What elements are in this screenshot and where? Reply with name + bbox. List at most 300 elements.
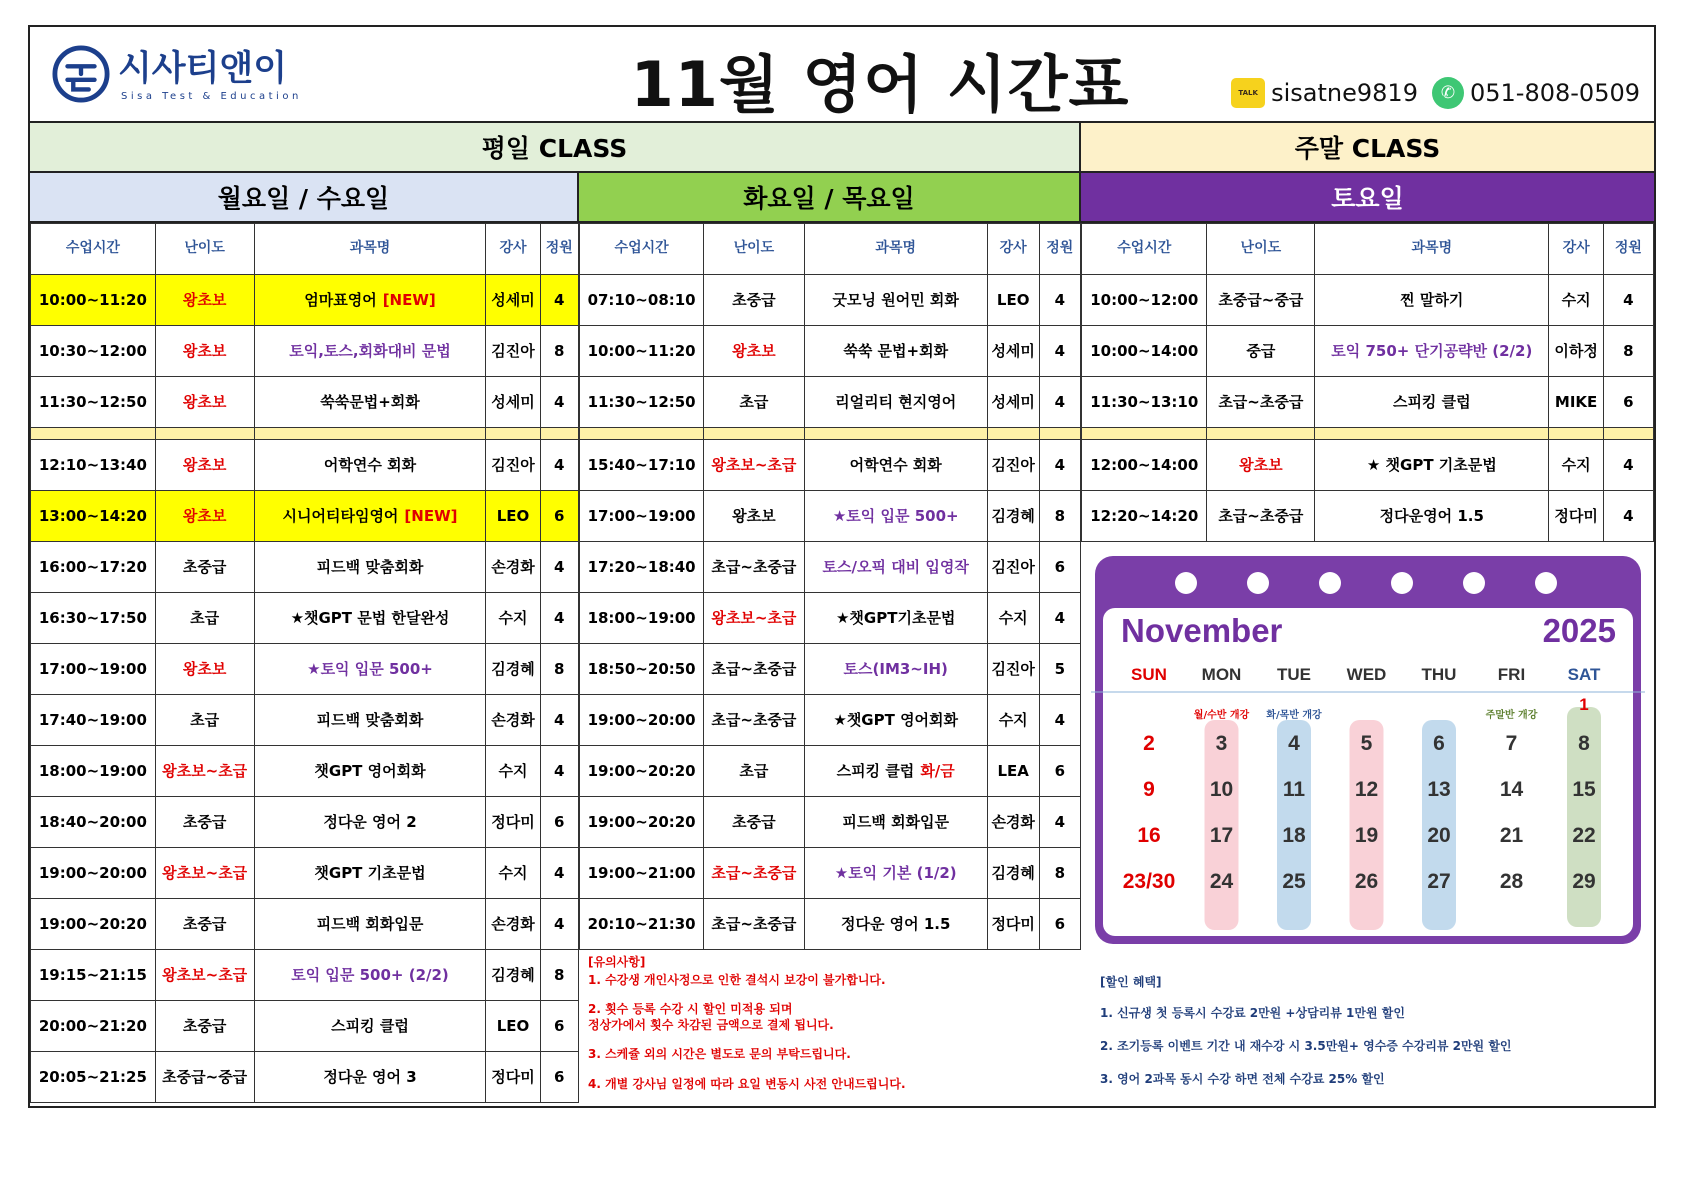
class-level: 초급~초중급 xyxy=(704,695,804,746)
course-name: 엄마표영어 xyxy=(304,290,377,309)
table-row xyxy=(580,848,1081,899)
class-teacher: 김진아 xyxy=(987,542,1039,593)
class-teacher: 김경혜 xyxy=(987,848,1039,899)
calendar-day: 29 xyxy=(1572,870,1596,893)
table-row xyxy=(580,275,1081,326)
course-name: ★토익 입문 500+ xyxy=(832,506,959,525)
class-teacher: LEO xyxy=(486,491,540,542)
class-time: 17:40~19:00 xyxy=(31,695,156,746)
phone-icon: ✆ xyxy=(1432,77,1464,109)
divider-cell xyxy=(704,428,804,440)
class-capacity: 6 xyxy=(1603,377,1653,428)
logo-subtitle: Sisa Test & Education xyxy=(121,91,302,102)
column-capacity: 정원 xyxy=(540,224,579,275)
column-time: 수업시간 xyxy=(1082,224,1207,275)
section-divider xyxy=(1082,428,1654,440)
class-time: 19:00~20:20 xyxy=(31,899,156,950)
course-name: 피드백 회화입문 xyxy=(316,914,424,933)
table-row xyxy=(580,377,1081,428)
tue-thu-table xyxy=(579,223,1081,950)
course-name: 토스/오픽 대비 입영작 xyxy=(822,557,969,576)
table-row xyxy=(31,950,579,1001)
class-teacher: 정다미 xyxy=(486,1052,540,1103)
class-time: 17:20~18:40 xyxy=(580,542,704,593)
tue-thu-header: 화요일 / 목요일 xyxy=(579,173,1081,223)
class-level: 초중급~중급 xyxy=(155,1052,254,1103)
class-time: 11:30~12:50 xyxy=(31,377,156,428)
class-capacity: 4 xyxy=(1039,695,1080,746)
class-level: 왕초보 xyxy=(155,491,254,542)
calendar-day: 14 xyxy=(1499,778,1524,801)
calendar-month: November xyxy=(1121,612,1283,649)
class-course xyxy=(804,644,987,695)
saturday-table xyxy=(1081,223,1654,542)
divider-cell xyxy=(254,428,486,440)
column-capacity: 정원 xyxy=(1039,224,1080,275)
column-course: 과목명 xyxy=(804,224,987,275)
class-teacher: LEA xyxy=(987,746,1039,797)
class-capacity: 4 xyxy=(1039,797,1080,848)
class-teacher: 수지 xyxy=(1549,275,1603,326)
calendar-day: 17 xyxy=(1209,824,1234,847)
class-level: 초급~초중급 xyxy=(704,542,804,593)
class-time: 18:00~19:00 xyxy=(580,593,704,644)
table-row xyxy=(31,899,579,950)
course-name: 시니어티타임영어 xyxy=(282,506,399,525)
table-row xyxy=(580,746,1081,797)
timetable-sheet xyxy=(28,25,1656,1108)
class-capacity: 4 xyxy=(1039,593,1080,644)
class-capacity: 6 xyxy=(1039,542,1080,593)
calendar-day: 19 xyxy=(1354,824,1379,847)
class-teacher: 정다미 xyxy=(987,899,1039,950)
mon-wed-table xyxy=(30,223,579,1103)
calendar-day: 7 xyxy=(1505,732,1518,755)
class-level: 초중급 xyxy=(155,797,254,848)
class-time: 16:30~17:50 xyxy=(31,593,156,644)
table-row xyxy=(31,695,579,746)
calendar-year: 2025 xyxy=(1542,612,1616,649)
calendar-day: 3 xyxy=(1215,732,1228,755)
class-teacher: 수지 xyxy=(987,695,1039,746)
class-course xyxy=(804,542,987,593)
logo-text: 시사티앤이 xyxy=(118,49,288,89)
class-course xyxy=(1315,440,1549,491)
class-time: 19:00~21:00 xyxy=(580,848,704,899)
class-teacher: 손경화 xyxy=(486,542,540,593)
column-time: 수업시간 xyxy=(31,224,156,275)
calendar-day: 21 xyxy=(1499,824,1524,847)
table-row xyxy=(580,440,1081,491)
class-level: 초중급 xyxy=(704,797,804,848)
course-name: ★챗GPT기초문법 xyxy=(835,608,956,627)
column-teacher: 강사 xyxy=(486,224,540,275)
notice-item: 3. 스케쥴 외의 시간은 별도로 문의 부탁드립니다. xyxy=(588,1047,851,1062)
calendar-ring xyxy=(1391,572,1413,594)
class-level: 초급~초중급 xyxy=(1207,377,1315,428)
divider-cell xyxy=(804,428,987,440)
course-name: ★챗GPT 문법 한달완성 xyxy=(290,608,450,627)
class-capacity: 4 xyxy=(540,542,579,593)
calendar-day: 28 xyxy=(1499,870,1524,893)
divider-cell xyxy=(580,428,704,440)
weekday-label: WED xyxy=(1346,665,1387,684)
class-level: 왕초보 xyxy=(704,326,804,377)
class-teacher: 김진아 xyxy=(987,440,1039,491)
class-time: 10:00~14:00 xyxy=(1082,326,1207,377)
class-capacity: 4 xyxy=(540,746,579,797)
course-name: ★ 챗GPT 기초문법 xyxy=(1366,455,1497,474)
table-row xyxy=(1082,440,1654,491)
kakao-id: sisatne9819 xyxy=(1271,79,1418,107)
class-course xyxy=(1315,326,1549,377)
table-row xyxy=(31,1001,579,1052)
class-teacher: 수지 xyxy=(987,593,1039,644)
course-name: 어학연수 회화 xyxy=(849,455,942,474)
class-course xyxy=(254,440,486,491)
class-level: 왕초보 xyxy=(155,326,254,377)
notice-item: 2. 횟수 등록 수강 시 할인 미적용 되며 정상가에서 횟수 차감된 금액으로 결제 됩니다. xyxy=(588,1002,834,1032)
class-time: 10:00~11:20 xyxy=(31,275,156,326)
class-time: 19:00~20:00 xyxy=(31,848,156,899)
course-name: 정다운 영어 1.5 xyxy=(840,914,951,933)
calendar-day: 8 xyxy=(1578,732,1590,755)
class-time: 20:00~21:20 xyxy=(31,1001,156,1052)
class-level: 초급~초중급 xyxy=(704,848,804,899)
start-note-mon: 월/수반 개강 xyxy=(1193,710,1250,721)
class-time: 17:00~19:00 xyxy=(31,644,156,695)
class-level: 왕초보~초급 xyxy=(155,746,254,797)
class-teacher: 손경화 xyxy=(987,797,1039,848)
start-note-tue: 화/목반 개강 xyxy=(1266,710,1322,721)
november-calendar xyxy=(1091,550,1645,948)
table-row xyxy=(31,326,579,377)
table-row xyxy=(580,491,1081,542)
column-header-row xyxy=(31,224,579,275)
class-capacity: 4 xyxy=(540,695,579,746)
class-capacity: 5 xyxy=(1039,644,1080,695)
kakaotalk-icon: TALK xyxy=(1231,78,1265,108)
course-name: 리얼리티 현지영어 xyxy=(835,392,957,411)
divider-cell xyxy=(1549,428,1603,440)
class-time: 11:30~12:50 xyxy=(580,377,704,428)
calendar-day: 23/30 xyxy=(1122,870,1176,893)
class-capacity: 4 xyxy=(1039,326,1080,377)
weekday-class-banner: 평일 CLASS xyxy=(30,123,1081,173)
class-capacity: 4 xyxy=(1039,440,1080,491)
class-course xyxy=(804,593,987,644)
class-capacity: 8 xyxy=(540,644,579,695)
class-capacity: 8 xyxy=(1603,326,1653,377)
class-teacher: 정다미 xyxy=(1549,491,1603,542)
course-name: 쑥쑥 문법+회화 xyxy=(843,341,949,360)
course-name: 정다운 영어 2 xyxy=(323,812,417,831)
class-time: 20:10~21:30 xyxy=(580,899,704,950)
class-course xyxy=(254,746,486,797)
class-course xyxy=(804,491,987,542)
class-teacher: 성세미 xyxy=(486,275,540,326)
course-name: 토익 750+ 단기공략반 (2/2) xyxy=(1331,341,1533,360)
course-name: 정다운영어 1.5 xyxy=(1379,506,1484,525)
discount-item: 2. 조기등록 이벤트 기간 내 재수강 시 3.5만원+ 영수증 수강리뷰 2만원 할인 xyxy=(1100,1039,1512,1053)
table-row xyxy=(31,440,579,491)
class-time: 19:15~21:15 xyxy=(31,950,156,1001)
class-course xyxy=(254,1052,486,1103)
calendar-day: 15 xyxy=(1572,778,1596,801)
contact-info xyxy=(1231,77,1640,109)
course-name: 굿모닝 원어민 회화 xyxy=(832,290,959,309)
column-teacher: 강사 xyxy=(1549,224,1603,275)
logo-icon xyxy=(52,45,110,103)
discount-item: 3. 영어 2과목 동시 수강 하면 전체 수강료 25% 할인 xyxy=(1100,1072,1385,1086)
table-row xyxy=(31,1052,579,1103)
class-course xyxy=(804,848,987,899)
class-capacity: 4 xyxy=(540,848,579,899)
saturday-header: 토요일 xyxy=(1081,173,1654,223)
discount-heading: [할인 혜택] xyxy=(1100,975,1162,989)
class-teacher: 수지 xyxy=(1549,440,1603,491)
class-course xyxy=(254,1001,486,1052)
class-capacity: 4 xyxy=(540,593,579,644)
class-level: 초중급~중급 xyxy=(1207,275,1315,326)
class-teacher: 이하정 xyxy=(1549,326,1603,377)
class-time: 20:05~21:25 xyxy=(31,1052,156,1103)
class-course xyxy=(254,275,486,326)
weekday-label: THU xyxy=(1421,665,1457,684)
class-time: 12:10~13:40 xyxy=(31,440,156,491)
class-teacher: LEO xyxy=(486,1001,540,1052)
class-course xyxy=(254,797,486,848)
calendar-day: 20 xyxy=(1427,824,1451,847)
class-time: 15:40~17:10 xyxy=(580,440,704,491)
class-capacity: 4 xyxy=(1603,491,1653,542)
divider-cell xyxy=(987,428,1039,440)
calendar-ring xyxy=(1319,572,1341,594)
class-time: 17:00~19:00 xyxy=(580,491,704,542)
class-teacher: 김경혜 xyxy=(486,644,540,695)
class-level: 초중급 xyxy=(704,275,804,326)
class-level: 초중급 xyxy=(155,899,254,950)
notice-item: 1. 수강생 개인사정으로 인한 결석시 보강이 불가합니다. xyxy=(588,972,886,987)
class-time: 10:00~12:00 xyxy=(1082,275,1207,326)
class-capacity: 6 xyxy=(1039,746,1080,797)
class-level: 왕초보 xyxy=(1207,440,1315,491)
table-row xyxy=(580,593,1081,644)
course-name: 토스(IM3~IH) xyxy=(843,659,948,678)
table-row xyxy=(31,797,579,848)
calendar-day: 5 xyxy=(1360,732,1373,755)
class-capacity: 6 xyxy=(540,1001,579,1052)
table-row xyxy=(1082,326,1654,377)
weekday-label: SAT xyxy=(1567,665,1601,684)
course-name: 찐 말하기 xyxy=(1400,290,1464,309)
course-name: ★토익 입문 500+ xyxy=(307,659,433,678)
class-level: 왕초보 xyxy=(155,275,254,326)
notice-heading: [유의사항] xyxy=(588,955,646,969)
class-capacity: 4 xyxy=(1603,440,1653,491)
phone-number: 051-808-0509 xyxy=(1469,79,1640,107)
column-course: 과목명 xyxy=(254,224,486,275)
calendar-day: 16 xyxy=(1137,824,1161,847)
table-row xyxy=(580,797,1081,848)
class-teacher: 성세미 xyxy=(987,377,1039,428)
course-name: 챗GPT 영어회화 xyxy=(314,761,426,780)
course-name: 쑥쑥문법+회화 xyxy=(320,392,420,411)
class-teacher: 손경화 xyxy=(486,899,540,950)
divider-cell xyxy=(155,428,254,440)
class-level: 초중급 xyxy=(155,1001,254,1052)
class-course xyxy=(804,797,987,848)
calendar-day: 10 xyxy=(1209,778,1234,801)
divider-cell xyxy=(1603,428,1653,440)
notice-section xyxy=(588,955,1068,1107)
class-course xyxy=(254,695,486,746)
class-time: 12:00~14:00 xyxy=(1082,440,1207,491)
calendar-ring xyxy=(1175,572,1197,594)
class-level: 왕초보 xyxy=(155,644,254,695)
section-divider xyxy=(31,428,579,440)
class-capacity: 8 xyxy=(1039,491,1080,542)
class-teacher: 수지 xyxy=(486,593,540,644)
calendar-day: 26 xyxy=(1354,870,1379,893)
class-level: 초급~초중급 xyxy=(704,899,804,950)
class-level: 왕초보~초급 xyxy=(704,593,804,644)
class-teacher: 성세미 xyxy=(987,326,1039,377)
divider-cell xyxy=(1207,428,1315,440)
course-name: 피드백 맞춤회화 xyxy=(316,557,424,576)
calendar-day: 18 xyxy=(1282,824,1306,847)
table-row xyxy=(31,377,579,428)
course-tag: [NEW] xyxy=(404,506,458,525)
class-teacher: 김진아 xyxy=(486,440,540,491)
class-course xyxy=(804,377,987,428)
course-name: 피드백 회화입문 xyxy=(842,812,950,831)
table-row xyxy=(1082,377,1654,428)
calendar-day: 6 xyxy=(1433,732,1445,755)
class-level: 왕초보~초급 xyxy=(155,848,254,899)
weekday-label: SUN xyxy=(1131,665,1167,684)
class-course xyxy=(254,542,486,593)
class-level: 초급 xyxy=(704,377,804,428)
table-row xyxy=(1082,491,1654,542)
class-teacher: 수지 xyxy=(486,746,540,797)
table-row xyxy=(31,593,579,644)
class-course xyxy=(254,848,486,899)
divider-cell xyxy=(540,428,579,440)
calendar-day: 12 xyxy=(1354,778,1379,801)
course-tag: 화/금 xyxy=(920,761,955,780)
course-name: 정다운 영어 3 xyxy=(323,1067,417,1086)
class-capacity: 6 xyxy=(540,1052,579,1103)
course-name: 스피킹 클럽 xyxy=(331,1016,409,1035)
class-course xyxy=(254,950,486,1001)
calendar-day: 22 xyxy=(1572,824,1596,847)
table-row xyxy=(31,746,579,797)
class-capacity: 4 xyxy=(540,275,579,326)
class-time: 16:00~17:20 xyxy=(31,542,156,593)
class-level: 초급 xyxy=(155,593,254,644)
table-row xyxy=(580,542,1081,593)
class-time: 10:30~12:00 xyxy=(31,326,156,377)
class-time: 11:30~13:10 xyxy=(1082,377,1207,428)
table-row xyxy=(31,644,579,695)
class-time: 18:40~20:00 xyxy=(31,797,156,848)
table-row xyxy=(580,644,1081,695)
class-capacity: 4 xyxy=(1039,377,1080,428)
class-capacity: 8 xyxy=(540,950,579,1001)
class-teacher: MIKE xyxy=(1549,377,1603,428)
class-teacher: 정다미 xyxy=(486,797,540,848)
course-name: 스피킹 클럽 xyxy=(1392,392,1471,411)
course-name: 토익,토스,회화대비 문법 xyxy=(289,341,451,360)
class-course xyxy=(1315,491,1549,542)
course-name: 토익 입문 500+ (2/2) xyxy=(291,965,449,984)
table-row xyxy=(1082,275,1654,326)
column-level: 난이도 xyxy=(1207,224,1315,275)
start-note-sat: 주말반 개강 xyxy=(1485,710,1538,721)
weekend-class-banner: 주말 CLASS xyxy=(1081,123,1654,173)
calendar-day: 25 xyxy=(1282,870,1306,893)
class-course xyxy=(804,695,987,746)
class-time: 19:00~20:20 xyxy=(580,797,704,848)
calendar-day: 13 xyxy=(1427,778,1451,801)
class-course xyxy=(1315,275,1549,326)
column-level: 난이도 xyxy=(155,224,254,275)
class-course xyxy=(1315,377,1549,428)
header xyxy=(30,27,1654,123)
calendar-day: 27 xyxy=(1427,870,1451,893)
class-teacher: 손경화 xyxy=(486,695,540,746)
class-course xyxy=(254,491,486,542)
table-row xyxy=(31,275,579,326)
class-level: 초중급 xyxy=(155,542,254,593)
notice-item: 4. 개별 강사님 일정에 따라 요일 변동시 사전 안내드립니다. xyxy=(588,1076,906,1091)
class-capacity: 4 xyxy=(540,377,579,428)
weekday-label: TUE xyxy=(1277,665,1311,684)
calendar-day: 1 xyxy=(1579,695,1589,714)
class-teacher: 김경혜 xyxy=(486,950,540,1001)
class-level: 왕초보~초급 xyxy=(155,950,254,1001)
course-tag: [NEW] xyxy=(382,290,436,309)
class-capacity: 6 xyxy=(1039,899,1080,950)
page-title: 11월 영어 시간표 xyxy=(630,48,1130,121)
column-time: 수업시간 xyxy=(580,224,704,275)
class-teacher: 김진아 xyxy=(486,326,540,377)
class-level: 초급 xyxy=(704,746,804,797)
course-name: 피드백 맞춤회화 xyxy=(316,710,424,729)
divider-cell xyxy=(1315,428,1549,440)
calendar-ring xyxy=(1247,572,1269,594)
class-time: 18:00~19:00 xyxy=(31,746,156,797)
class-level: 왕초보 xyxy=(155,377,254,428)
table-row xyxy=(580,326,1081,377)
course-name: 챗GPT 기초문법 xyxy=(314,863,426,882)
class-time: 07:10~08:10 xyxy=(580,275,704,326)
table-row xyxy=(31,491,579,542)
class-time: 18:50~20:50 xyxy=(580,644,704,695)
class-time: 12:20~14:20 xyxy=(1082,491,1207,542)
discount-section xyxy=(1100,973,1640,1103)
calendar-ring xyxy=(1463,572,1485,594)
calendar-day: 4 xyxy=(1288,732,1300,755)
class-level: 초급~초중급 xyxy=(704,644,804,695)
class-time: 13:00~14:20 xyxy=(31,491,156,542)
class-course xyxy=(804,899,987,950)
column-header-row xyxy=(1082,224,1654,275)
discount-item: 1. 신규생 첫 등록시 수강료 2만원 +상담리뷰 1만원 할인 xyxy=(1100,1006,1405,1020)
table-row xyxy=(31,848,579,899)
section-divider xyxy=(580,428,1081,440)
